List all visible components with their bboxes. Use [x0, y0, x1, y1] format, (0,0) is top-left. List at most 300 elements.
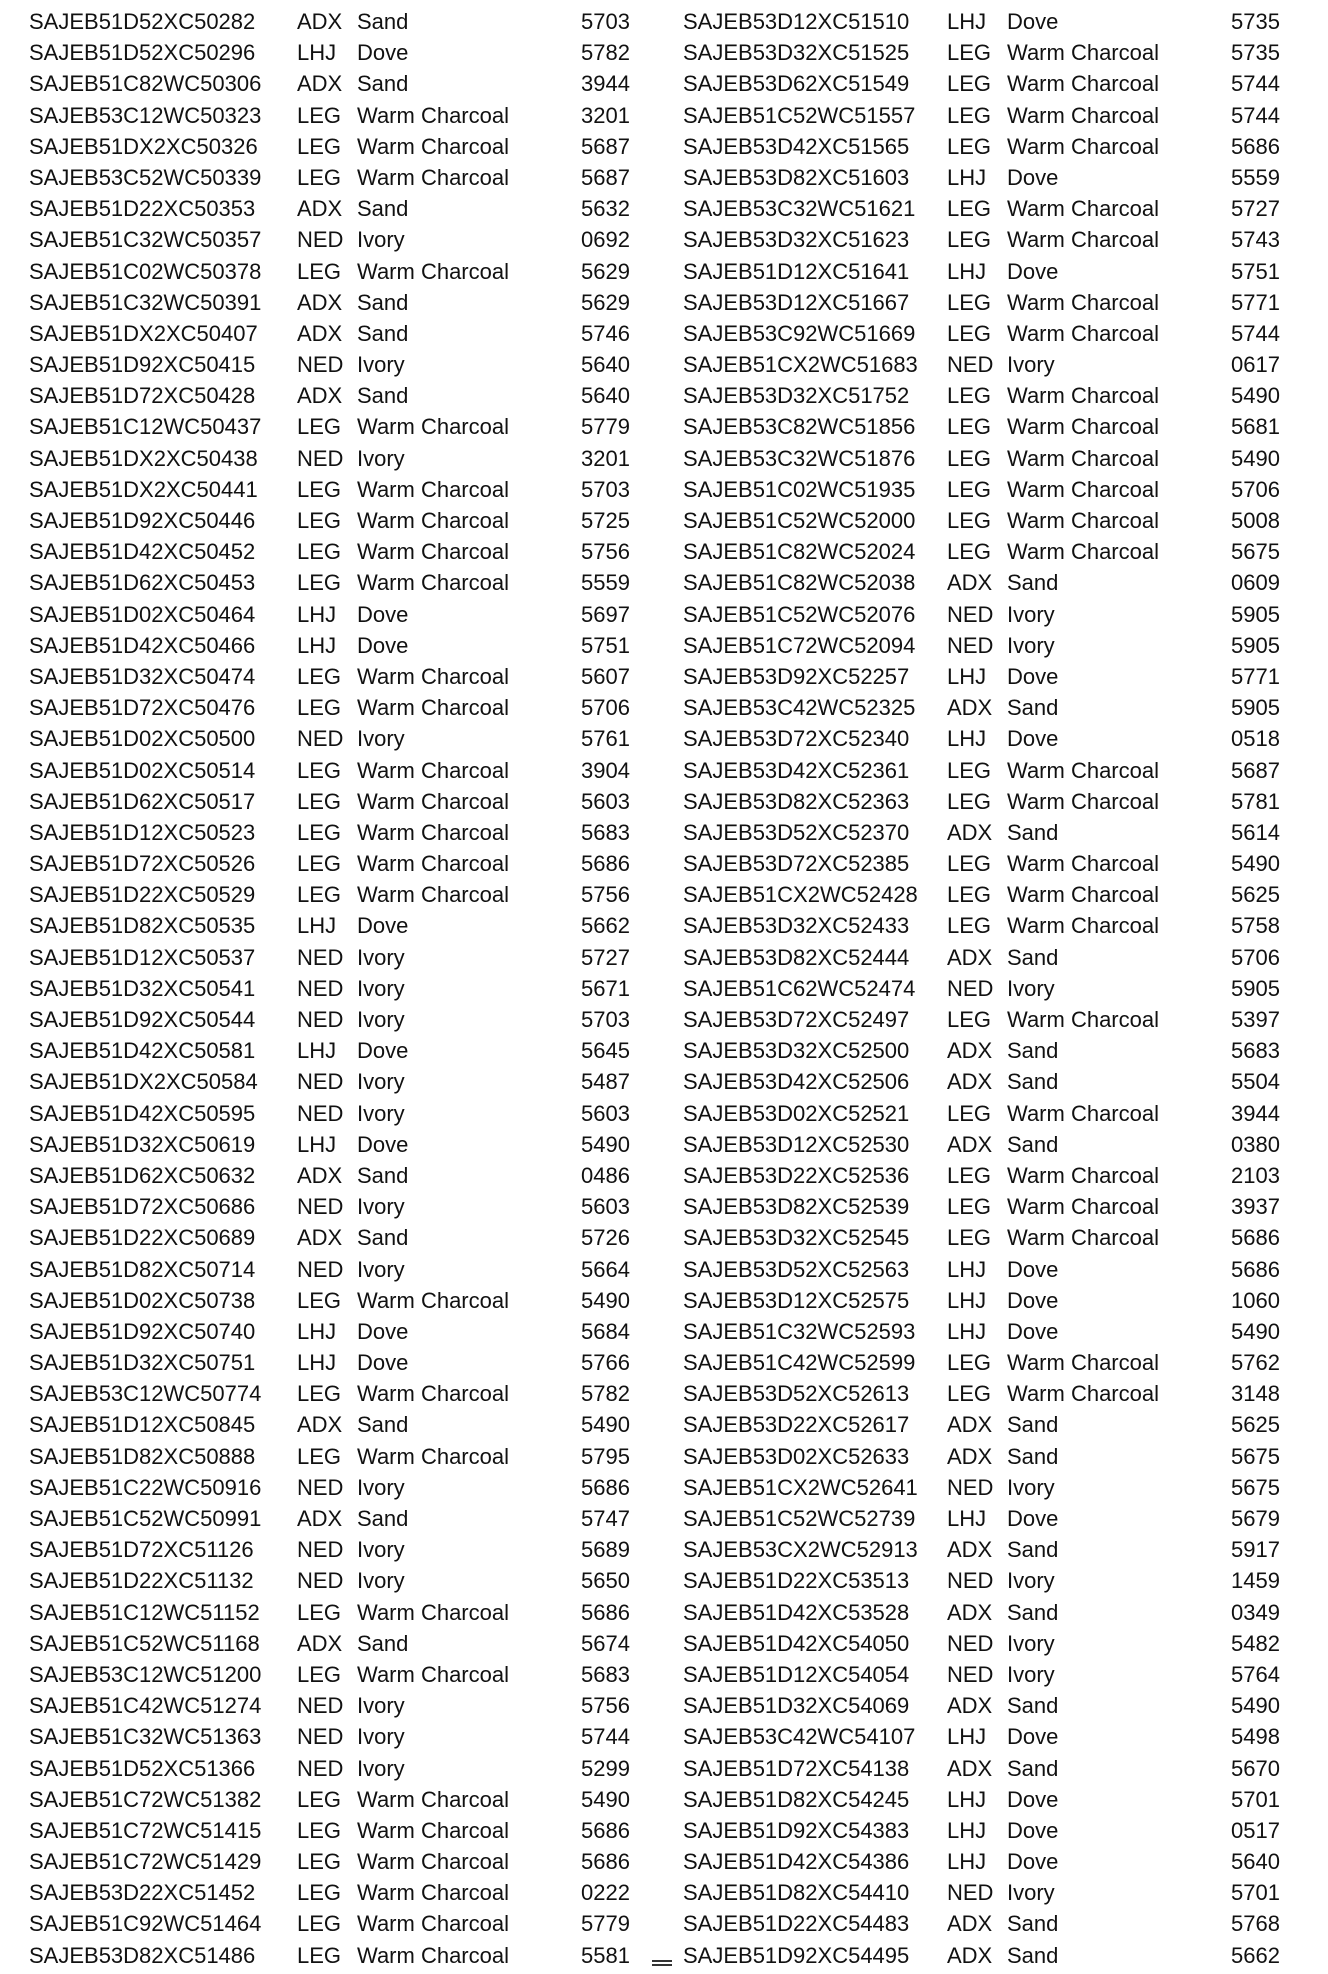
number-cell: 5756 [581, 539, 630, 565]
code-cell: ADX [297, 383, 343, 409]
color-cell: Warm Charcoal [1007, 71, 1159, 97]
number-cell: 5917 [1231, 1537, 1280, 1563]
code-cell: ADX [947, 1131, 993, 1157]
color-cell: Ivory [357, 445, 405, 471]
vin-cell: SAJEB51DX2XC50326 [29, 133, 258, 159]
number-cell: 5687 [581, 164, 630, 190]
code-cell: LEG [297, 851, 342, 877]
vin-cell: SAJEB51C32WC50391 [29, 289, 262, 315]
color-cell: Sand [357, 196, 409, 222]
code-cell: ADX [297, 71, 343, 97]
color-cell: Ivory [357, 1474, 405, 1500]
number-cell: 3944 [1231, 1100, 1280, 1126]
vin-cell: SAJEB51D52XC50282 [29, 9, 256, 34]
number-cell: 5397 [1231, 1007, 1280, 1032]
number-cell: 0518 [1231, 726, 1280, 752]
code-cell: NED [947, 1474, 994, 1500]
number-cell: 5703 [581, 476, 630, 502]
code-cell: LHJ [947, 1724, 987, 1750]
number-cell: 5795 [581, 1443, 630, 1469]
number-cell: 5603 [581, 1100, 630, 1126]
number-cell: 5603 [581, 788, 630, 814]
number-cell: 5629 [581, 289, 630, 315]
vin-cell: SAJEB53C42WC52325 [683, 695, 916, 721]
vin-cell: SAJEB53C42WC54107 [683, 1724, 916, 1750]
number-cell: 5490 [1231, 1693, 1280, 1719]
vin-cell: SAJEB53C32WC51876 [683, 445, 916, 471]
color-cell: Warm Charcoal [1007, 1225, 1159, 1251]
vin-cell: SAJEB53D32XC51623 [683, 227, 910, 253]
color-cell: Warm Charcoal [1007, 1162, 1159, 1188]
code-cell: LEG [297, 1880, 342, 1906]
vin-cell: SAJEB53D42XC52506 [683, 1069, 910, 1095]
color-cell: Dove [1007, 258, 1059, 284]
number-cell: 5683 [581, 1661, 630, 1687]
color-cell: Sand [1007, 1911, 1059, 1937]
page-mark-icon [652, 1958, 672, 1966]
color-cell: Ivory [357, 1100, 405, 1126]
code-cell: ADX [297, 1162, 343, 1188]
number-cell: 5703 [581, 1007, 630, 1032]
code-cell: NED [297, 1007, 344, 1032]
color-cell: Ivory [1007, 352, 1055, 378]
code-cell: LEG [947, 227, 992, 253]
vin-cell: SAJEB51C82WC50306 [29, 71, 262, 97]
vin-cell: SAJEB51C52WC52076 [683, 601, 916, 627]
number-cell: 0692 [581, 227, 630, 253]
vin-cell: SAJEB51D42XC50466 [29, 632, 256, 658]
number-cell: 5490 [1231, 851, 1280, 877]
color-cell: Dove [1007, 1318, 1059, 1344]
color-cell: Warm Charcoal [357, 164, 509, 190]
color-cell: Ivory [357, 1007, 405, 1032]
vin-cell: SAJEB51C12WC51152 [29, 1599, 260, 1625]
code-cell: LEG [947, 1007, 992, 1032]
number-cell: 5687 [1231, 757, 1280, 783]
vin-cell: SAJEB51C52WC50991 [29, 1506, 262, 1531]
color-cell: Sand [1007, 944, 1059, 970]
code-cell: ADX [297, 1225, 343, 1251]
code-cell: LHJ [947, 1287, 987, 1313]
color-cell: Warm Charcoal [357, 1287, 509, 1313]
number-cell: 5675 [1231, 1443, 1280, 1469]
color-cell: Sand [1007, 1038, 1059, 1064]
code-cell: LHJ [947, 1817, 987, 1843]
number-cell: 5735 [1231, 40, 1280, 66]
vin-cell: SAJEB53D32XC52500 [683, 1038, 910, 1064]
vin-cell: SAJEB51D12XC51641 [683, 258, 910, 284]
code-cell: LEG [947, 882, 992, 908]
vin-cell: SAJEB51D12XC50845 [29, 1412, 256, 1438]
vin-cell: SAJEB53C12WC50774 [29, 1381, 262, 1407]
color-cell: Dove [1007, 663, 1059, 689]
number-cell: 5675 [1231, 539, 1280, 565]
color-cell: Dove [1007, 1256, 1059, 1282]
vin-cell: SAJEB53D32XC52433 [683, 913, 910, 939]
color-cell: Warm Charcoal [357, 1911, 509, 1937]
number-cell: 0486 [581, 1162, 630, 1188]
color-cell: Sand [1007, 695, 1059, 721]
number-cell: 5751 [581, 632, 630, 658]
number-cell: 3201 [581, 445, 630, 471]
vin-cell: SAJEB51D02XC50500 [29, 726, 256, 752]
code-cell: LHJ [297, 632, 337, 658]
vin-cell: SAJEB51D42XC54050 [683, 1630, 910, 1656]
color-cell: Warm Charcoal [1007, 445, 1159, 471]
number-cell: 5498 [1231, 1724, 1280, 1750]
vin-cell: SAJEB53C92WC51669 [683, 320, 916, 346]
color-cell: Dove [357, 1038, 409, 1064]
vin-cell: SAJEB51D22XC53513 [683, 1568, 910, 1594]
vin-cell: SAJEB51C72WC51415 [29, 1817, 262, 1843]
number-cell: 5671 [581, 975, 630, 1001]
vin-cell: SAJEB53D82XC51486 [29, 1942, 256, 1968]
number-cell: 5687 [581, 133, 630, 159]
number-cell: 5686 [581, 1849, 630, 1875]
code-cell: LHJ [947, 164, 987, 190]
number-cell: 5751 [1231, 258, 1280, 284]
color-cell: Ivory [1007, 1661, 1055, 1687]
code-cell: LEG [947, 414, 992, 440]
code-cell: LHJ [947, 1786, 987, 1812]
color-cell: Warm Charcoal [1007, 289, 1159, 315]
number-cell: 5679 [1231, 1506, 1280, 1531]
color-cell: Dove [1007, 1786, 1059, 1812]
vin-cell: SAJEB51D62XC50453 [29, 570, 256, 596]
number-cell: 1060 [1231, 1287, 1280, 1313]
code-cell: LEG [297, 133, 342, 159]
color-cell: Sand [1007, 819, 1059, 845]
color-cell: Ivory [357, 1194, 405, 1220]
vin-cell: SAJEB53C12WC50323 [29, 102, 262, 128]
color-cell: Sand [1007, 1755, 1059, 1781]
number-cell: 5670 [1231, 1755, 1280, 1781]
code-cell: LEG [297, 1599, 342, 1625]
code-cell: NED [297, 1474, 344, 1500]
number-cell: 3904 [581, 757, 630, 783]
vin-cell: SAJEB51D22XC54483 [683, 1911, 910, 1937]
number-cell: 5640 [581, 352, 630, 378]
vin-cell: SAJEB51D72XC54138 [683, 1755, 910, 1781]
vin-cell: SAJEB51D32XC50474 [29, 663, 256, 689]
code-cell: LEG [947, 320, 992, 346]
color-cell: Warm Charcoal [1007, 196, 1159, 222]
number-cell: 5744 [1231, 102, 1280, 128]
color-cell: Sand [357, 9, 409, 34]
code-cell: LEG [947, 508, 992, 533]
vin-cell: SAJEB51D22XC50529 [29, 882, 256, 908]
code-cell: LEG [947, 851, 992, 877]
code-cell: LHJ [297, 1350, 337, 1376]
vin-cell: SAJEB51D12XC54054 [683, 1661, 910, 1687]
code-cell: LEG [297, 1786, 342, 1812]
code-cell: LHJ [297, 40, 337, 66]
code-cell: LEG [297, 788, 342, 814]
code-cell: NED [297, 1100, 344, 1126]
vin-cell: SAJEB51C72WC51382 [29, 1786, 262, 1812]
color-cell: Sand [1007, 1599, 1059, 1625]
number-cell: 5559 [581, 570, 630, 596]
vin-cell: SAJEB51D42XC50581 [29, 1038, 256, 1064]
vin-cell: SAJEB51D32XC54069 [683, 1693, 910, 1719]
vin-cell: SAJEB51D22XC50689 [29, 1225, 256, 1251]
vin-cell: SAJEB51D62XC50632 [29, 1162, 256, 1188]
vin-cell: SAJEB53D02XC52633 [683, 1443, 910, 1469]
number-cell: 5299 [581, 1755, 630, 1781]
color-cell: Warm Charcoal [357, 882, 509, 908]
vin-cell: SAJEB51C12WC50437 [29, 414, 262, 440]
color-cell: Warm Charcoal [1007, 227, 1159, 253]
code-cell: NED [947, 1630, 994, 1656]
code-cell: LHJ [947, 1256, 987, 1282]
color-cell: Ivory [357, 352, 405, 378]
number-cell: 5779 [581, 1911, 630, 1937]
code-cell: NED [947, 632, 994, 658]
number-cell: 3148 [1231, 1381, 1280, 1407]
vin-cell: SAJEB53D82XC51603 [683, 164, 910, 190]
vin-cell: SAJEB51CX2WC51683 [683, 352, 918, 378]
number-cell: 5614 [1231, 819, 1280, 845]
color-cell: Dove [357, 632, 409, 658]
vin-cell: SAJEB51C52WC51557 [683, 102, 916, 128]
vin-cell: SAJEB51D72XC50428 [29, 383, 256, 409]
number-cell: 5686 [581, 1817, 630, 1843]
vin-cell: SAJEB51C52WC52739 [683, 1506, 916, 1531]
color-cell: Ivory [357, 1568, 405, 1594]
code-cell: NED [297, 1568, 344, 1594]
number-cell: 5703 [581, 9, 630, 34]
code-cell: ADX [297, 1412, 343, 1438]
vin-cell: SAJEB51D32XC50619 [29, 1131, 256, 1157]
color-cell: Sand [357, 71, 409, 97]
number-cell: 5905 [1231, 601, 1280, 627]
code-cell: ADX [947, 1599, 993, 1625]
color-cell: Warm Charcoal [1007, 882, 1159, 908]
code-cell: LEG [297, 1287, 342, 1313]
code-cell: LHJ [947, 9, 987, 34]
number-cell: 0609 [1231, 570, 1280, 596]
number-cell: 5701 [1231, 1786, 1280, 1812]
code-cell: ADX [947, 1537, 993, 1563]
code-cell: LEG [297, 663, 342, 689]
vin-cell: SAJEB51D02XC50464 [29, 601, 256, 627]
vin-cell: SAJEB51D92XC50544 [29, 1007, 256, 1032]
vin-cell: SAJEB53D52XC52563 [683, 1256, 910, 1282]
code-cell: LEG [297, 102, 342, 128]
color-cell: Sand [1007, 1537, 1059, 1563]
color-cell: Ivory [357, 1755, 405, 1781]
color-cell: Dove [357, 40, 409, 66]
color-cell: Warm Charcoal [357, 663, 509, 689]
color-cell: Warm Charcoal [1007, 757, 1159, 783]
color-cell: Warm Charcoal [357, 102, 509, 128]
code-cell: ADX [947, 1942, 993, 1968]
vin-cell: SAJEB51D72XC50526 [29, 851, 256, 877]
color-cell: Warm Charcoal [1007, 1100, 1159, 1126]
vin-cell: SAJEB51D42XC50595 [29, 1100, 256, 1126]
color-cell: Ivory [357, 1724, 405, 1750]
number-cell: 5771 [1231, 663, 1280, 689]
code-cell: LEG [297, 1849, 342, 1875]
vin-cell: SAJEB53D02XC52521 [683, 1100, 910, 1126]
number-cell: 5625 [1231, 882, 1280, 908]
color-cell: Ivory [357, 944, 405, 970]
vin-cell: SAJEB51D42XC50452 [29, 539, 256, 565]
vin-cell: SAJEB51D92XC54495 [683, 1942, 910, 1968]
code-cell: LEG [297, 819, 342, 845]
code-cell: LEG [297, 539, 342, 565]
code-cell: LHJ [947, 663, 987, 689]
color-cell: Dove [1007, 1724, 1059, 1750]
code-cell: LEG [947, 1100, 992, 1126]
vin-cell: SAJEB51D82XC54410 [683, 1880, 910, 1906]
vin-cell: SAJEB53D12XC52575 [683, 1287, 910, 1313]
vin-cell: SAJEB51D12XC50523 [29, 819, 256, 845]
code-cell: ADX [297, 289, 343, 315]
number-cell: 0222 [581, 1880, 630, 1906]
number-cell: 5664 [581, 1256, 630, 1282]
color-cell: Warm Charcoal [357, 539, 509, 565]
color-cell: Sand [1007, 1131, 1059, 1157]
number-cell: 5779 [581, 414, 630, 440]
code-cell: ADX [947, 1693, 993, 1719]
color-cell: Dove [1007, 1817, 1059, 1843]
color-cell: Dove [1007, 1506, 1059, 1531]
vin-cell: SAJEB51D72XC50686 [29, 1194, 256, 1220]
number-cell: 0349 [1231, 1599, 1280, 1625]
code-cell: LEG [297, 570, 342, 596]
number-cell: 5727 [1231, 196, 1280, 222]
vin-cell: SAJEB51C72WC52094 [683, 632, 916, 658]
code-cell: LEG [297, 414, 342, 440]
color-cell: Warm Charcoal [1007, 539, 1159, 565]
vin-cell: SAJEB51C02WC51935 [683, 476, 916, 502]
number-cell: 5674 [581, 1630, 630, 1656]
color-cell: Dove [357, 1318, 409, 1344]
number-cell: 5706 [581, 695, 630, 721]
vin-cell: SAJEB51C52WC52000 [683, 508, 916, 533]
number-cell: 5747 [581, 1506, 630, 1531]
color-cell: Warm Charcoal [357, 258, 509, 284]
vin-cell: SAJEB51D92XC54383 [683, 1817, 910, 1843]
vin-cell: SAJEB53D32XC52545 [683, 1225, 910, 1251]
color-cell: Ivory [357, 1256, 405, 1282]
number-cell: 5701 [1231, 1880, 1280, 1906]
color-cell: Warm Charcoal [1007, 414, 1159, 440]
vin-cell: SAJEB53D12XC52530 [683, 1131, 910, 1157]
number-cell: 5008 [1231, 508, 1280, 533]
code-cell: NED [947, 1880, 994, 1906]
vin-cell: SAJEB53CX2WC52913 [683, 1537, 918, 1563]
color-cell: Warm Charcoal [357, 1381, 509, 1407]
color-cell: Warm Charcoal [357, 133, 509, 159]
vin-cell: SAJEB51DX2XC50584 [29, 1069, 258, 1095]
number-cell: 5683 [581, 819, 630, 845]
vin-cell: SAJEB51DX2XC50407 [29, 320, 258, 346]
vin-cell: SAJEB53C52WC50339 [29, 164, 262, 190]
vin-cell: SAJEB51C22WC50916 [29, 1474, 262, 1500]
color-cell: Warm Charcoal [357, 819, 509, 845]
color-cell: Dove [1007, 1849, 1059, 1875]
code-cell: NED [297, 1256, 344, 1282]
code-cell: NED [947, 601, 994, 627]
color-cell: Ivory [357, 1537, 405, 1563]
number-cell: 5686 [1231, 1256, 1280, 1282]
color-cell: Warm Charcoal [1007, 1007, 1159, 1032]
number-cell: 5683 [1231, 1038, 1280, 1064]
code-cell: NED [947, 352, 994, 378]
vin-cell: SAJEB53D62XC51549 [683, 71, 910, 97]
number-cell: 2103 [1231, 1162, 1280, 1188]
number-cell: 5490 [1231, 445, 1280, 471]
number-cell: 5490 [581, 1131, 630, 1157]
number-cell: 5758 [1231, 913, 1280, 939]
code-cell: LEG [947, 1381, 992, 1407]
color-cell: Warm Charcoal [1007, 476, 1159, 502]
number-cell: 5686 [581, 1599, 630, 1625]
vin-cell: SAJEB53D22XC52617 [683, 1412, 910, 1438]
vin-cell: SAJEB53D12XC51510 [683, 9, 910, 34]
code-cell: LEG [947, 133, 992, 159]
code-cell: LEG [947, 476, 992, 502]
color-cell: Sand [1007, 1069, 1059, 1095]
code-cell: LEG [947, 289, 992, 315]
code-cell: ADX [947, 944, 993, 970]
code-cell: LEG [297, 882, 342, 908]
code-cell: LHJ [947, 258, 987, 284]
vin-cell: SAJEB53C32WC51621 [683, 196, 916, 222]
vin-cell: SAJEB51C32WC51363 [29, 1724, 262, 1750]
number-cell: 3201 [581, 102, 630, 128]
color-cell: Warm Charcoal [1007, 40, 1159, 66]
code-cell: LEG [947, 1162, 992, 1188]
vin-cell: SAJEB53D82XC52539 [683, 1194, 910, 1220]
code-cell: LEG [297, 1381, 342, 1407]
color-cell: Warm Charcoal [1007, 913, 1159, 939]
code-cell: LEG [947, 383, 992, 409]
vin-cell: SAJEB51D82XC50888 [29, 1443, 256, 1469]
number-cell: 5490 [581, 1287, 630, 1313]
number-cell: 5632 [581, 196, 630, 222]
code-cell: LEG [947, 445, 992, 471]
vin-cell: SAJEB51D02XC50514 [29, 757, 256, 783]
vin-cell: SAJEB51D02XC50738 [29, 1287, 256, 1313]
code-cell: NED [297, 445, 344, 471]
color-cell: Warm Charcoal [357, 1817, 509, 1843]
number-cell: 5761 [581, 726, 630, 752]
number-cell: 5640 [581, 383, 630, 409]
code-cell: LEG [297, 1661, 342, 1687]
color-cell: Ivory [1007, 1474, 1055, 1500]
number-cell: 5725 [581, 508, 630, 533]
number-cell: 5744 [1231, 320, 1280, 346]
color-cell: Sand [1007, 1412, 1059, 1438]
vin-cell: SAJEB51C92WC51464 [29, 1911, 262, 1937]
number-cell: 5744 [1231, 71, 1280, 97]
code-cell: LEG [947, 196, 992, 222]
vin-cell: SAJEB51D42XC53528 [683, 1599, 910, 1625]
number-cell: 5743 [1231, 227, 1280, 253]
number-cell: 5762 [1231, 1350, 1280, 1376]
vin-cell: SAJEB53D52XC52613 [683, 1381, 910, 1407]
vin-cell: SAJEB51C82WC52024 [683, 539, 916, 565]
number-cell: 5726 [581, 1225, 630, 1251]
vin-cell: SAJEB51D32XC50751 [29, 1350, 256, 1376]
number-cell: 3944 [581, 71, 630, 97]
vin-cell: SAJEB51D92XC50740 [29, 1318, 256, 1344]
color-cell: Sand [357, 1225, 409, 1251]
color-cell: Sand [357, 320, 409, 346]
